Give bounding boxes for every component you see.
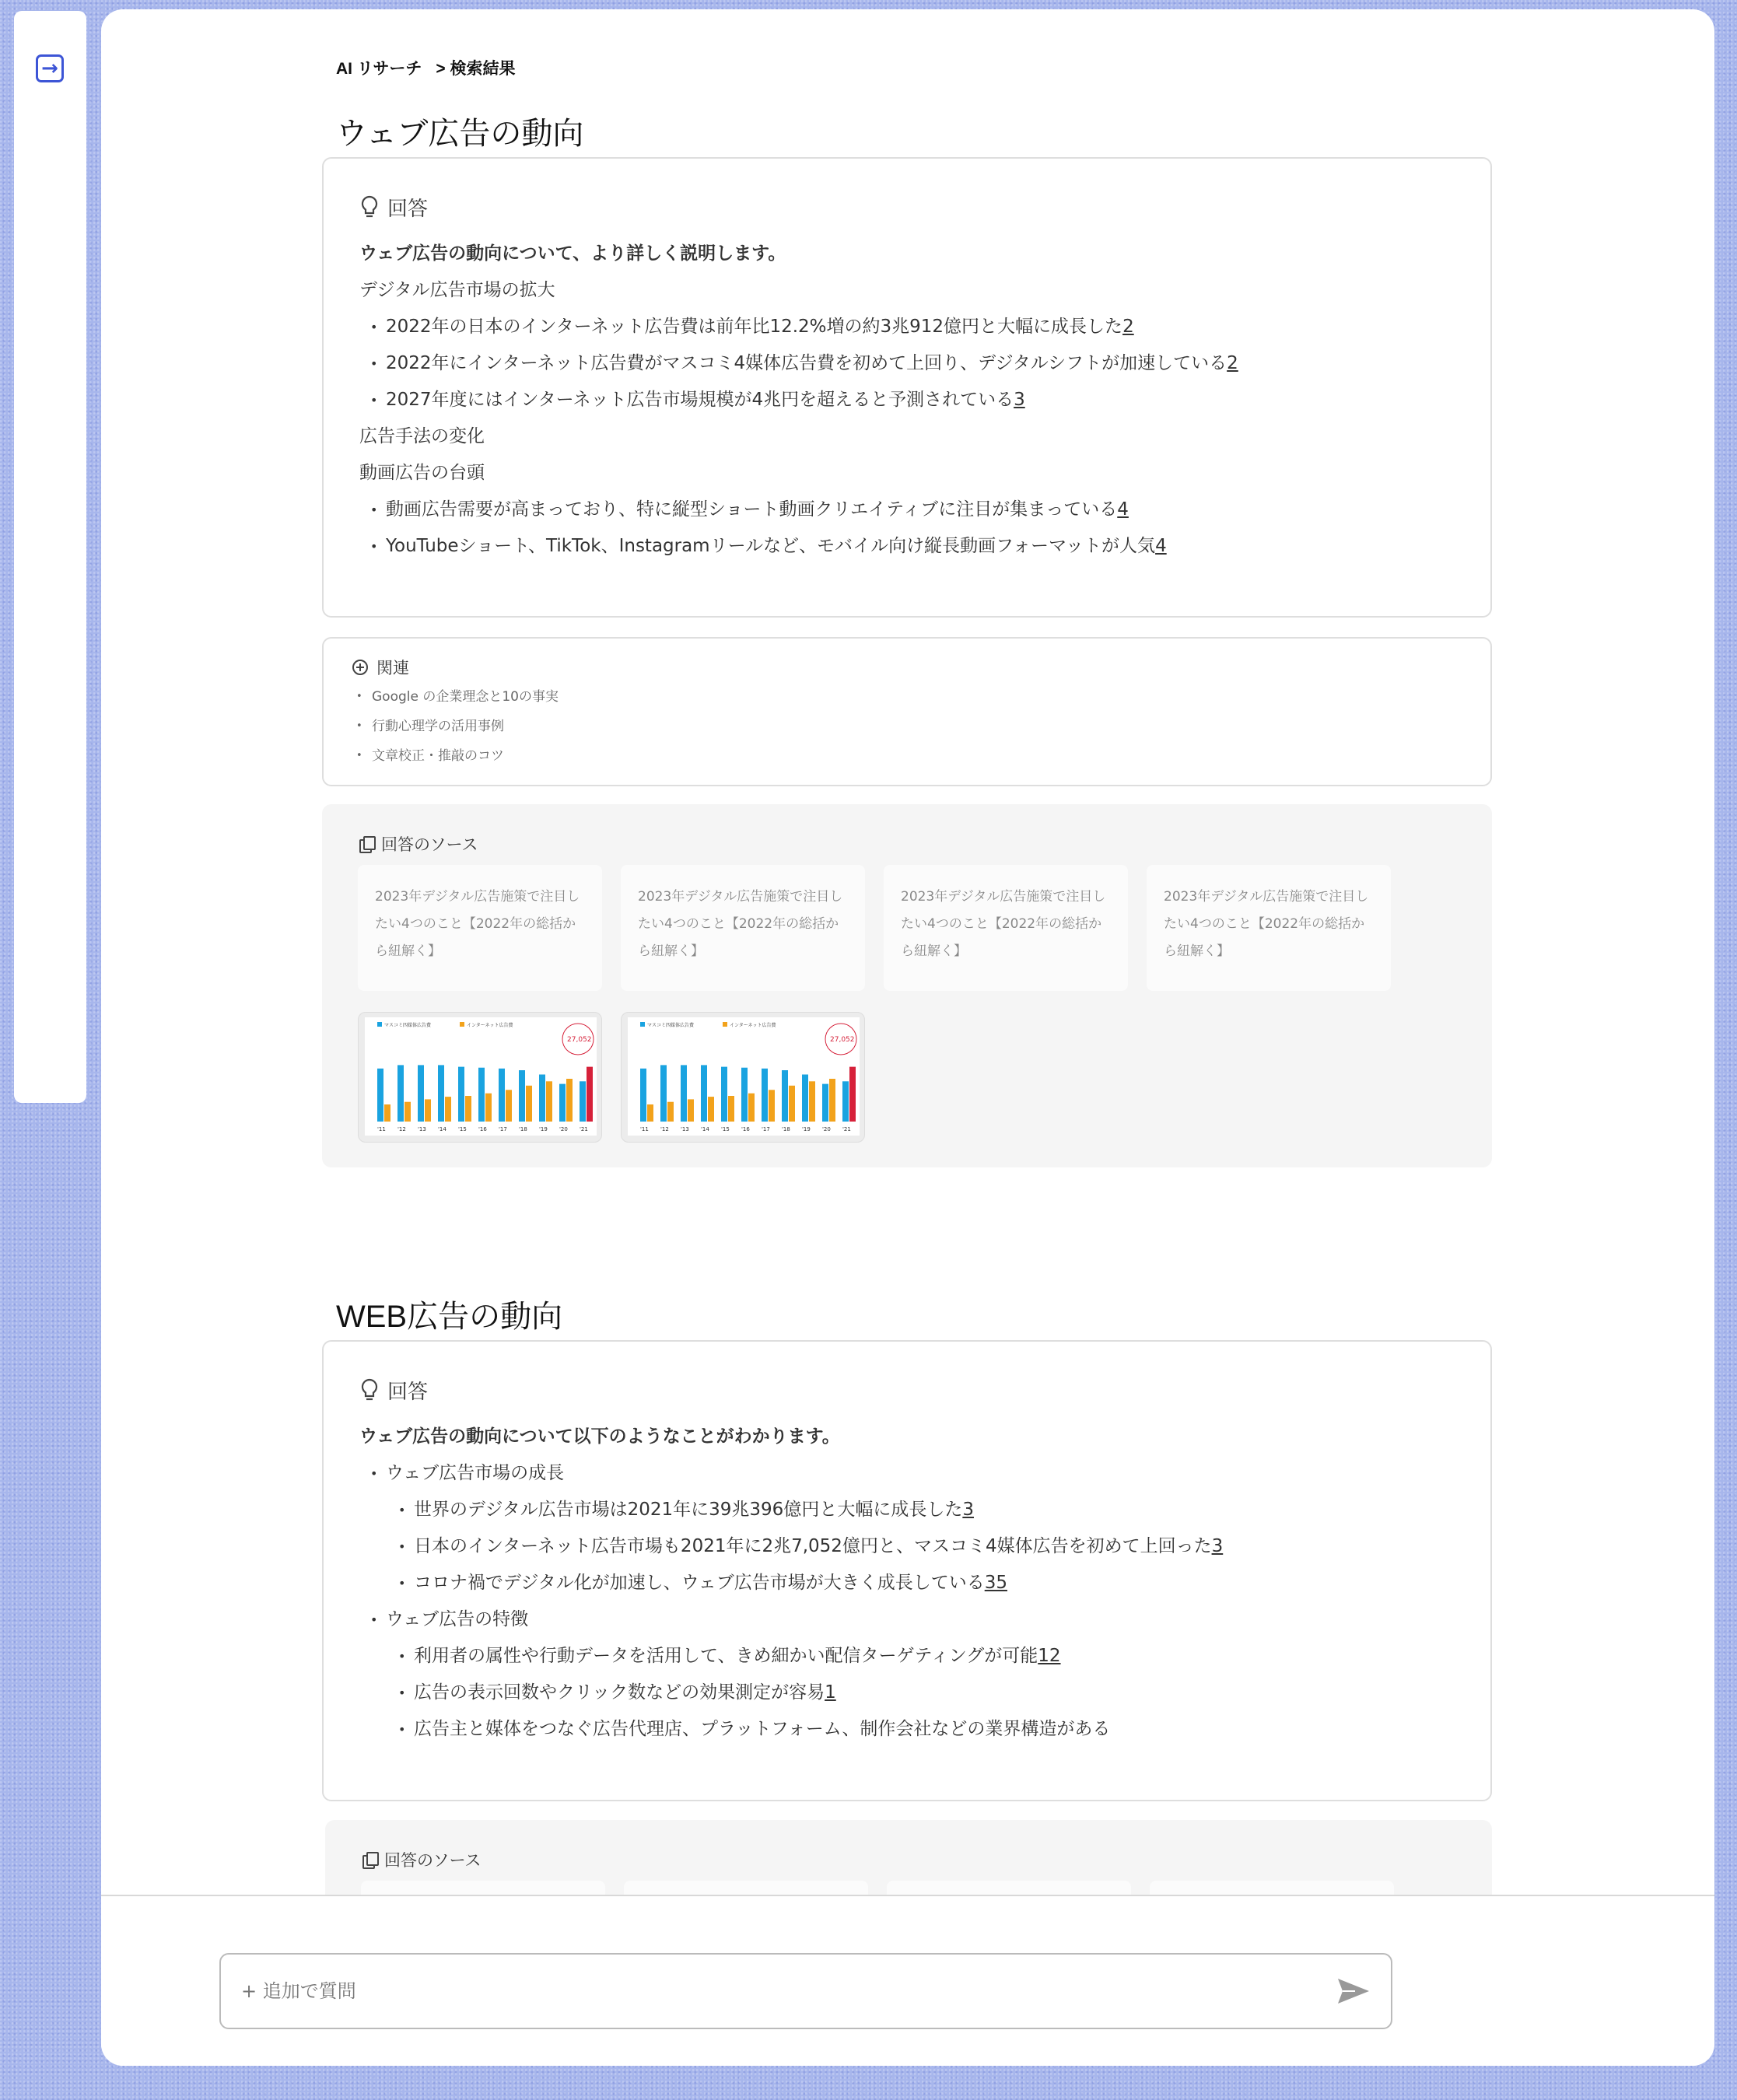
year-tick-label: '20 [559, 1126, 568, 1132]
lightbulb-icon [359, 194, 380, 221]
follow-up-input-box[interactable] [219, 1953, 1392, 2029]
bar-mass [519, 1070, 525, 1122]
sidebar [14, 11, 86, 1103]
callout-value: 27,052 [567, 1036, 592, 1044]
year-tick-label: '12 [660, 1126, 669, 1132]
bar-mass [438, 1065, 444, 1122]
year-tick-label: '17 [499, 1126, 507, 1132]
related-list [352, 682, 1462, 771]
copy-icon [362, 1852, 376, 1867]
thumbnail-bar-chart [622, 1013, 865, 1143]
answer-heading-2 [359, 1376, 1455, 1405]
bar-mass [701, 1065, 707, 1122]
answer-line-text: ウェブ広告市場の成長 [386, 1463, 565, 1483]
citation-link[interactable]: 2 [1227, 353, 1238, 373]
bar-mass [721, 1067, 727, 1122]
answer-heading-label: 回答 [387, 198, 429, 221]
answer-line-text: コロナ禍でデジタル化が加速し、ウェブ広告市場が大きく成長している [414, 1573, 985, 1593]
citation-link[interactable]: 12 [1038, 1646, 1061, 1666]
year-tick-label: '13 [681, 1126, 689, 1132]
year-tick-label: '13 [418, 1126, 426, 1132]
year-tick-label: '15 [458, 1126, 467, 1132]
bar-net [789, 1086, 795, 1122]
answer-bullet [359, 1675, 1455, 1711]
bar-mass [842, 1081, 849, 1122]
bar-net [708, 1097, 714, 1122]
answer-bullet [359, 1711, 1455, 1748]
source-thumbnail[interactable] [621, 1012, 865, 1143]
bar-net [465, 1096, 471, 1122]
related-card [322, 637, 1492, 786]
year-tick-label: '19 [539, 1126, 548, 1132]
answer-body-2 [359, 1419, 1455, 1748]
main-panel [101, 9, 1714, 2066]
answer-line-text: デジタル広告市場の拡大 [359, 280, 555, 300]
year-tick-label: '20 [822, 1126, 831, 1132]
breadcrumb [336, 56, 516, 79]
answer-line-text: 動画広告需要が高まっており、特に縦型ショート動画クリエイティブに注目が集まっている [386, 499, 1118, 520]
plus-circle-icon [352, 659, 369, 676]
breadcrumb-current: > 検索結果 [436, 60, 516, 78]
legend-label-net: インターネット広告費 [467, 1023, 513, 1028]
answer-bullet [359, 1492, 1455, 1528]
bar-net [526, 1086, 532, 1122]
legend-label-net: インターネット広告費 [730, 1023, 776, 1028]
year-tick-label: '19 [802, 1126, 811, 1132]
answer-line-text: 利用者の属性や行動データを活用して、きめ細かい配信ターゲティングが可能 [414, 1646, 1038, 1666]
sources-panel [322, 804, 1492, 1167]
bar-mass [458, 1067, 464, 1122]
bar-net [445, 1097, 451, 1122]
bar-net [688, 1099, 694, 1122]
send-icon[interactable] [1336, 1977, 1371, 2005]
bar-mass [580, 1081, 586, 1122]
bar-net [425, 1099, 431, 1122]
answer-heading [359, 193, 1455, 222]
citation-link[interactable]: 3 [1014, 390, 1025, 410]
answer-bullet [359, 1455, 1455, 1492]
sources-heading [359, 832, 478, 856]
breadcrumb-root[interactable]: AI リサーチ [336, 60, 422, 78]
bar-mass [660, 1065, 667, 1122]
answer-bullet [359, 1601, 1455, 1638]
answer-bullet [359, 345, 1455, 382]
answer-line-text: 広告手法の変化 [359, 426, 485, 446]
bar-mass [499, 1069, 505, 1122]
bar-mass [478, 1068, 485, 1122]
bar-mass [539, 1075, 545, 1122]
answer-bullet [359, 1565, 1455, 1601]
related-item[interactable]: • Google の企業理念と10の事実 [352, 682, 1462, 712]
bar-net [485, 1094, 492, 1122]
related-item[interactable]: • 行動心理学の活用事例 [352, 712, 1462, 741]
related-heading [352, 656, 1462, 679]
bar-net [384, 1104, 390, 1122]
related-heading-label: 関連 [376, 659, 409, 677]
sources-heading-label: 回答のソース [381, 835, 478, 854]
year-tick-label: '21 [580, 1126, 588, 1132]
answer-heading-label: 回答 [387, 1381, 429, 1404]
bar-net [829, 1079, 835, 1122]
source-cards [358, 865, 1391, 991]
section-title-2: WEB広告の動向 [336, 1300, 563, 1334]
answer-bullet [359, 309, 1455, 345]
source-card[interactable]: 2023年デジタル広告施策で注目したい4つのこと【2022年の総括から紐解く】 [621, 865, 865, 991]
answer-bullet [359, 1638, 1455, 1675]
bar-mass [822, 1084, 828, 1122]
citation-link[interactable]: 3 [962, 1500, 974, 1520]
answer-bullet [359, 528, 1455, 565]
sources-heading-label: 回答のソース [384, 1851, 482, 1870]
year-tick-label: '15 [721, 1126, 730, 1132]
citation-link[interactable]: 3 [1211, 1536, 1224, 1556]
answer-line-text: 2022年にインターネット広告費がマスコミ4媒体広告費を初めて上回り、デジタルシフトが加速している [386, 353, 1227, 373]
bar-mass [377, 1069, 383, 1122]
answer-bullet [359, 1528, 1455, 1565]
bar-net [566, 1079, 573, 1122]
legend-swatch-net [460, 1022, 464, 1027]
citation-link[interactable]: 1 [825, 1682, 836, 1703]
legend-swatch-mass [377, 1022, 382, 1027]
citation-link[interactable]: 35 [984, 1573, 1007, 1593]
arrow-right-box-icon[interactable]: → [36, 54, 64, 82]
related-item[interactable]: • 文章校正・推敲のコツ [352, 741, 1462, 771]
answer-line-text: 広告主と媒体をつなぐ広告代理店、プラットフォーム、制作会社などの業界構造がある [414, 1719, 1111, 1739]
bar-mass [782, 1070, 788, 1122]
year-tick-label: '18 [519, 1126, 527, 1132]
bar-mass [762, 1069, 768, 1122]
source-card[interactable]: 2023年デジタル広告施策で注目したい4つのこと【2022年の総括から紐解く】 [358, 865, 602, 991]
answer-line-text: 2022年の日本のインターネット広告費は前年比12.2%増の約3兆912億円と大幅に成長した [386, 317, 1123, 337]
bar-net [769, 1090, 775, 1122]
bar-net [587, 1067, 593, 1122]
source-thumbnail[interactable] [358, 1012, 602, 1143]
source-thumbnails [358, 1012, 865, 1143]
bar-mass [802, 1075, 808, 1122]
answer-lead: ウェブ広告の動向について、より詳しく説明します。 [359, 243, 786, 264]
bar-net [809, 1081, 815, 1122]
bar-net [667, 1102, 674, 1122]
follow-up-input[interactable] [241, 1980, 1336, 2002]
year-tick-label: '12 [397, 1126, 406, 1132]
legend-swatch-mass [640, 1022, 645, 1027]
answer-subheading [359, 455, 1455, 492]
bar-net [647, 1104, 653, 1122]
answer-card [322, 157, 1492, 618]
year-tick-label: '14 [701, 1126, 709, 1132]
legend-label-mass: マスコミ四媒体広告費 [647, 1023, 695, 1028]
year-tick-label: '17 [762, 1126, 770, 1132]
answer-line-text: 日本のインターネット広告市場も2021年に2兆7,052億円と、マスコミ4媒体広告を初めて上回った [414, 1536, 1212, 1556]
bar-mass [681, 1065, 687, 1122]
answer-subheading [359, 418, 1455, 455]
citation-link[interactable]: 2 [1122, 317, 1134, 337]
thumbnail-bar-chart [359, 1013, 602, 1143]
callout-value: 27,052 [830, 1036, 855, 1044]
bar-net [748, 1094, 755, 1122]
answer-line-text: 世界のデジタル広告市場は2021年に39兆396億円と大幅に成長した [414, 1500, 963, 1520]
answer-lead: ウェブ広告の動向について以下のようなことがわかります。 [359, 1426, 840, 1447]
answer-line-text: YouTubeショート、TikTok、Instagramリールなど、モバイル向け縦長動画フォーマットが人気 [386, 536, 1156, 556]
bar-net [849, 1067, 856, 1122]
lightbulb-icon [359, 1377, 380, 1404]
year-tick-label: '11 [377, 1126, 386, 1132]
year-tick-label: '16 [478, 1126, 487, 1132]
source-card[interactable]: 2023年デジタル広告施策で注目したい4つのこと【2022年の総括から紐解く】 [1147, 865, 1391, 991]
legend-label-mass: マスコミ四媒体広告費 [384, 1023, 432, 1028]
answer-bullet [359, 382, 1455, 418]
source-card[interactable]: 2023年デジタル広告施策で注目したい4つのこと【2022年の総括から紐解く】 [884, 865, 1128, 991]
year-tick-label: '16 [741, 1126, 750, 1132]
answer-line-text: 広告の表示回数やクリック数などの効果測定が容易 [414, 1682, 825, 1703]
bar-net [728, 1096, 734, 1122]
answer-body [359, 236, 1455, 565]
copy-icon [359, 836, 373, 852]
bar-mass [741, 1068, 748, 1122]
bar-net [546, 1081, 552, 1122]
citation-link[interactable]: 4 [1117, 499, 1129, 520]
citation-link[interactable]: 4 [1155, 536, 1167, 556]
answer-subheading [359, 272, 1455, 309]
year-tick-label: '18 [782, 1126, 790, 1132]
bar-mass [397, 1065, 404, 1122]
year-tick-label: '21 [842, 1126, 851, 1132]
sources-heading-2 [362, 1848, 482, 1871]
answer-card-2 [322, 1340, 1492, 1801]
bar-mass [640, 1069, 646, 1122]
answer-bullet [359, 492, 1455, 528]
answer-line-text: 2027年度にはインターネット広告市場規模が4兆円を超えると予測されている [386, 390, 1014, 410]
section-title: ウェブ広告の動向 [336, 117, 584, 151]
bar-mass [559, 1084, 566, 1122]
legend-swatch-net [723, 1022, 727, 1027]
bar-net [506, 1090, 512, 1122]
year-tick-label: '14 [438, 1126, 447, 1132]
bar-mass [418, 1065, 424, 1122]
year-tick-label: '11 [640, 1126, 649, 1132]
bar-net [404, 1102, 411, 1122]
answer-line-text: 動画広告の台頭 [359, 463, 485, 483]
answer-line-text: ウェブ広告の特徴 [386, 1609, 529, 1629]
